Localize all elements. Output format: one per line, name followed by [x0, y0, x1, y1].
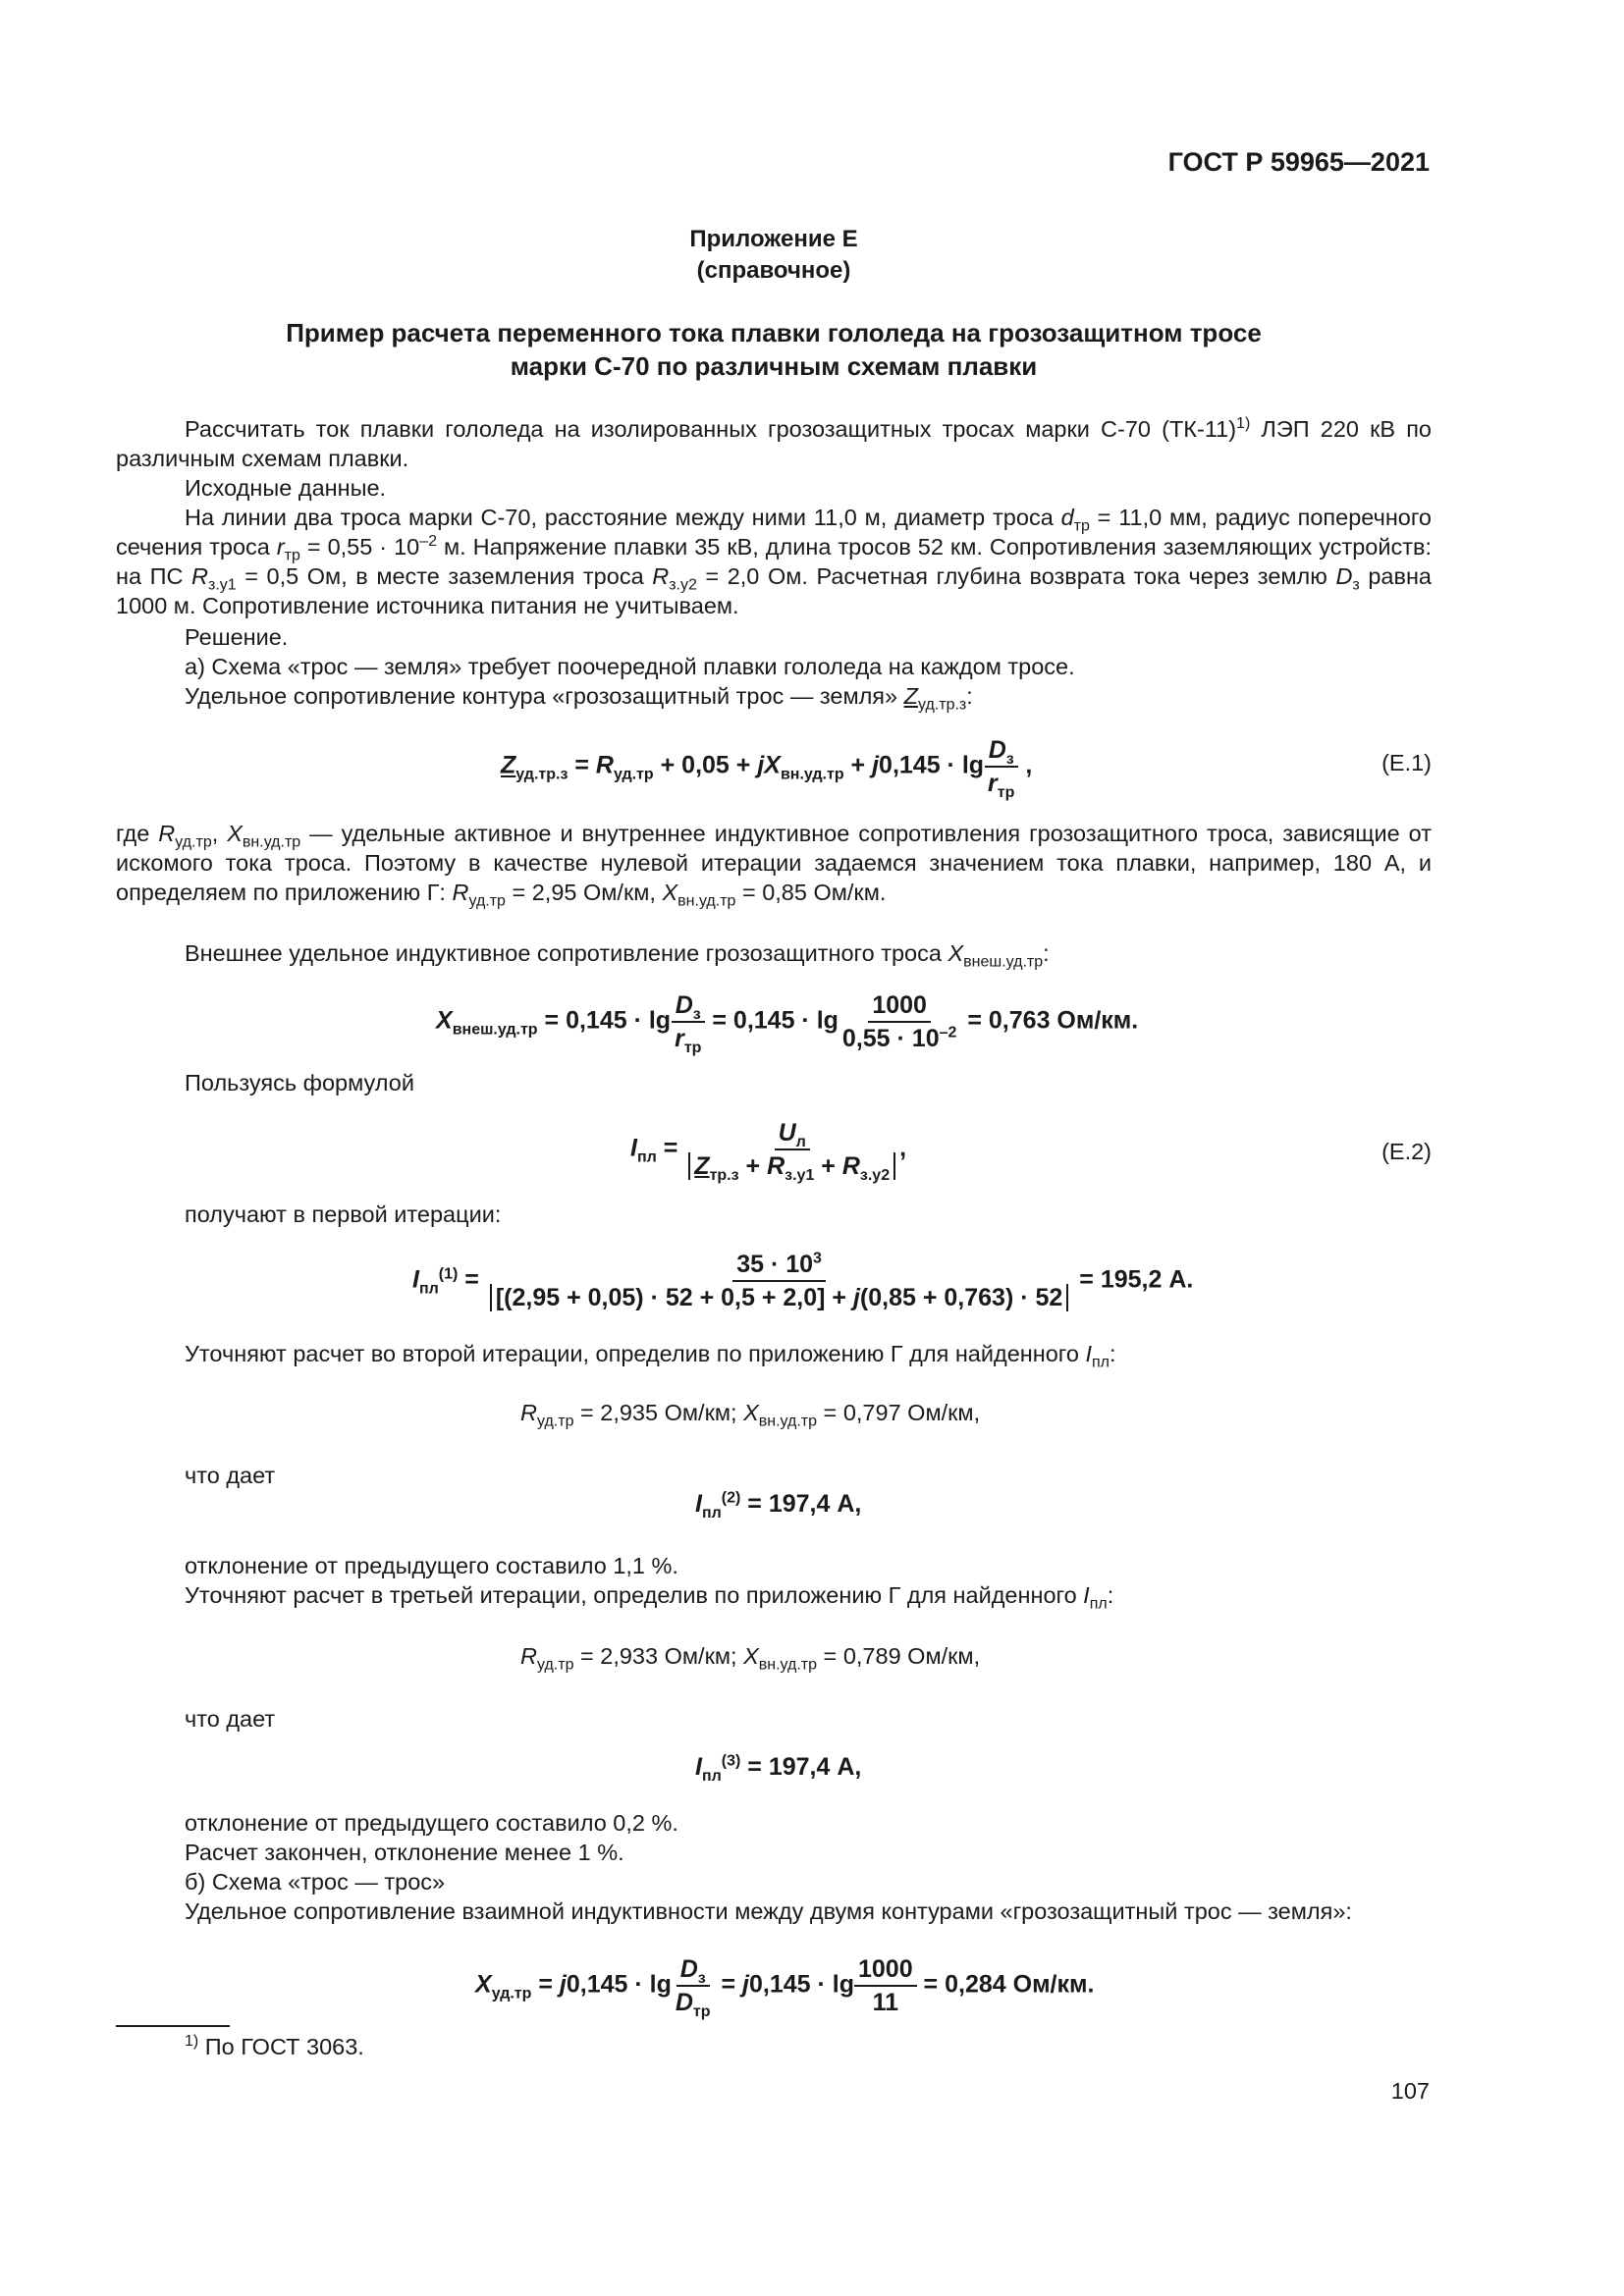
footnote-divider	[116, 2025, 230, 2027]
first-iteration-text: получают в первой итерации:	[185, 1201, 502, 1227]
third-iteration-values: $R_{уд.тр} = 2,933$ Ом/км; $X_{вн.уд.тр} = 0,789$ Ом/км,	[520, 1643, 981, 1674]
formula-first-iteration: $I_{пл}^{(1)}$ = $\frac{35 \cdot 10^3}{[(2,95 + 0,05) \cdot 52 + 0,5 + 2,0] + j(0,85 + 0,763) \cdot 52}$ = 195,2 А.	[412, 1250, 1194, 1311]
formula-second-iteration: $I_{пл}^{(2)} = 197,4$ А,	[695, 1489, 862, 1522]
formula-e2: $I_{пл}$ = $\frac{U_л}{Z_{тр.з} + R_{з.у1} + R_{з.у2}}$ ,	[630, 1119, 907, 1184]
second-iteration-values: $R_{уд.тр} = 2,935$ Ом/км; $X_{вн.уд.тр} = 0,797$ Ом/км,	[520, 1400, 981, 1430]
x-external-value: 0,763	[988, 1006, 1051, 1035]
standard-header: ГОСТ Р 59965—2021	[1167, 147, 1430, 177]
deviation-1: отклонение от предыдущего составило 1,1 %.	[185, 1553, 678, 1578]
formula-third-iteration: $I_{пл}^{(3)} = 197,4$ А,	[695, 1752, 862, 1785]
third-iteration-text: Уточняют расчет в третьей итерации, определив по приложению Г для найденного $I_{пл}$:	[185, 1582, 1114, 1613]
using-formula: Пользуясь формулой	[185, 1070, 414, 1095]
heading-line-2: марки С-70 по различным схемам плавки	[510, 351, 1038, 381]
scheme-b: б) Схема «трос — трос»	[185, 1869, 446, 1895]
x-mutual-value: 0,284	[945, 1970, 1006, 1999]
equation-number-e2: (Е.2)	[1381, 1139, 1432, 1164]
equation-number-e1: (Е.1)	[1381, 750, 1432, 775]
scheme-a: а) Схема «трос — земля» требует поочередной плавки гололеда на каждом тросе.	[185, 654, 1075, 679]
i3-value: 197,4	[768, 1753, 831, 1781]
formula-e1: $Z_{уд.тр.з} = R_{уд.тр} + 0,05 + jX_{вн.уд.тр} + j0,145 \cdot \lg$ $\frac{D_з}{r_{тр}}$ ,	[501, 736, 1033, 801]
external-inductive-intro: Внешнее удельное индуктивное сопротивление грозозащитного троса $X_{внеш.уд.тр}$:	[185, 940, 1050, 971]
source-data-label: Исходные данные.	[185, 475, 387, 501]
formula-mutual-inductance: $X_{уд.тр} = j0,145 \cdot \lg$ $\frac{D_з}{D_{тр}}$ = j0,145 · lg $\frac{1000}{11}$ = 0,284 Ом/км.	[475, 1955, 1095, 2020]
page-number: 107	[1390, 2078, 1430, 2104]
second-iteration-text: Уточняют расчет во второй итерации, определив по приложению Г для найденного $I_{пл}$:	[185, 1341, 1116, 1371]
calculation-finished: Расчет закончен, отклонение менее 1 %.	[185, 1840, 624, 1865]
i2-value: 197,4	[768, 1490, 831, 1518]
what-gives-1: что дает	[185, 1463, 276, 1488]
i1-value: 195,2	[1100, 1265, 1163, 1294]
intro-paragraph: Рассчитать ток плавки гололеда на изолированных грозозащитных тросах марки С-70 $(ТК-11)^{1)}$ ЛЭП 220 кВ по различным схемам плавки.	[116, 415, 1433, 471]
mutual-inductance-intro: Удельное сопротивление взаимной индуктивности между двумя контурами «грозозащитный трос — земля»:	[185, 1898, 1352, 1924]
heading-line-1: Пример расчета переменного тока плавки гололеда на грозозащитном тросе	[286, 318, 1262, 347]
annex-title: Приложение Е	[689, 226, 858, 252]
deviation-2: отклонение от предыдущего составило 0,2 %.	[185, 1810, 678, 1836]
footnote: $^{1)}$ По ГОСТ 3063.	[185, 2033, 364, 2059]
what-gives-2: что дает	[185, 1706, 276, 1732]
specific-resistance-intro: Удельное сопротивление контура «грозозащитный трос — земля» $Z_{уд.тр.з}$:	[185, 683, 973, 714]
solution-label: Решение.	[185, 624, 289, 650]
where-paragraph: где $R_{уд.тр}$, $X_{вн.уд.тр}$ — удельные активное и внутреннее индуктивное сопротивления грозозащитного троса, зависящие от искомого тока троса. Поэтому в качестве нулевой итерации задаемся значением тока плавки, например, 180 А, и определяем по приложению Г: $R_{уд.тр} = 2,95$ Ом/км, $X_{вн.уд.тр} = 0,85$ Ом/км.	[116, 821, 1432, 910]
formula-x-external: $X_{внеш.уд.тр} = 0,145 \cdot \lg$ $\frac{D_з}{r_{тр}}$ = 0,145 · lg $\frac{1000}{0,55 \cdot 10^{-2}}$ = 0,763 Ом/км.	[436, 991, 1139, 1056]
source-data-paragraph: На линии два троса марки С-70, расстояние между ними 11,0 м, диаметр троса $d_{тр} = 11,0$ мм, радиус поперечного сечения троса $r_{тр} = 0,55 \cdot 10^{-2}$ м. Напряжение плавки 35 кВ, длина тросов 52 км. Сопротивления заземляющих устройств: на ПС $R_{з.у1} = 0,5$ Ом, в месте заземления троса $R_{з.у2} = 2,0$ Ом. Расчетная глубина возврата тока через землю $D_з$ равна 1000 м. Сопротивление источника питания не учитываем.	[116, 505, 1432, 618]
annex-type: (справочное)	[696, 257, 851, 284]
